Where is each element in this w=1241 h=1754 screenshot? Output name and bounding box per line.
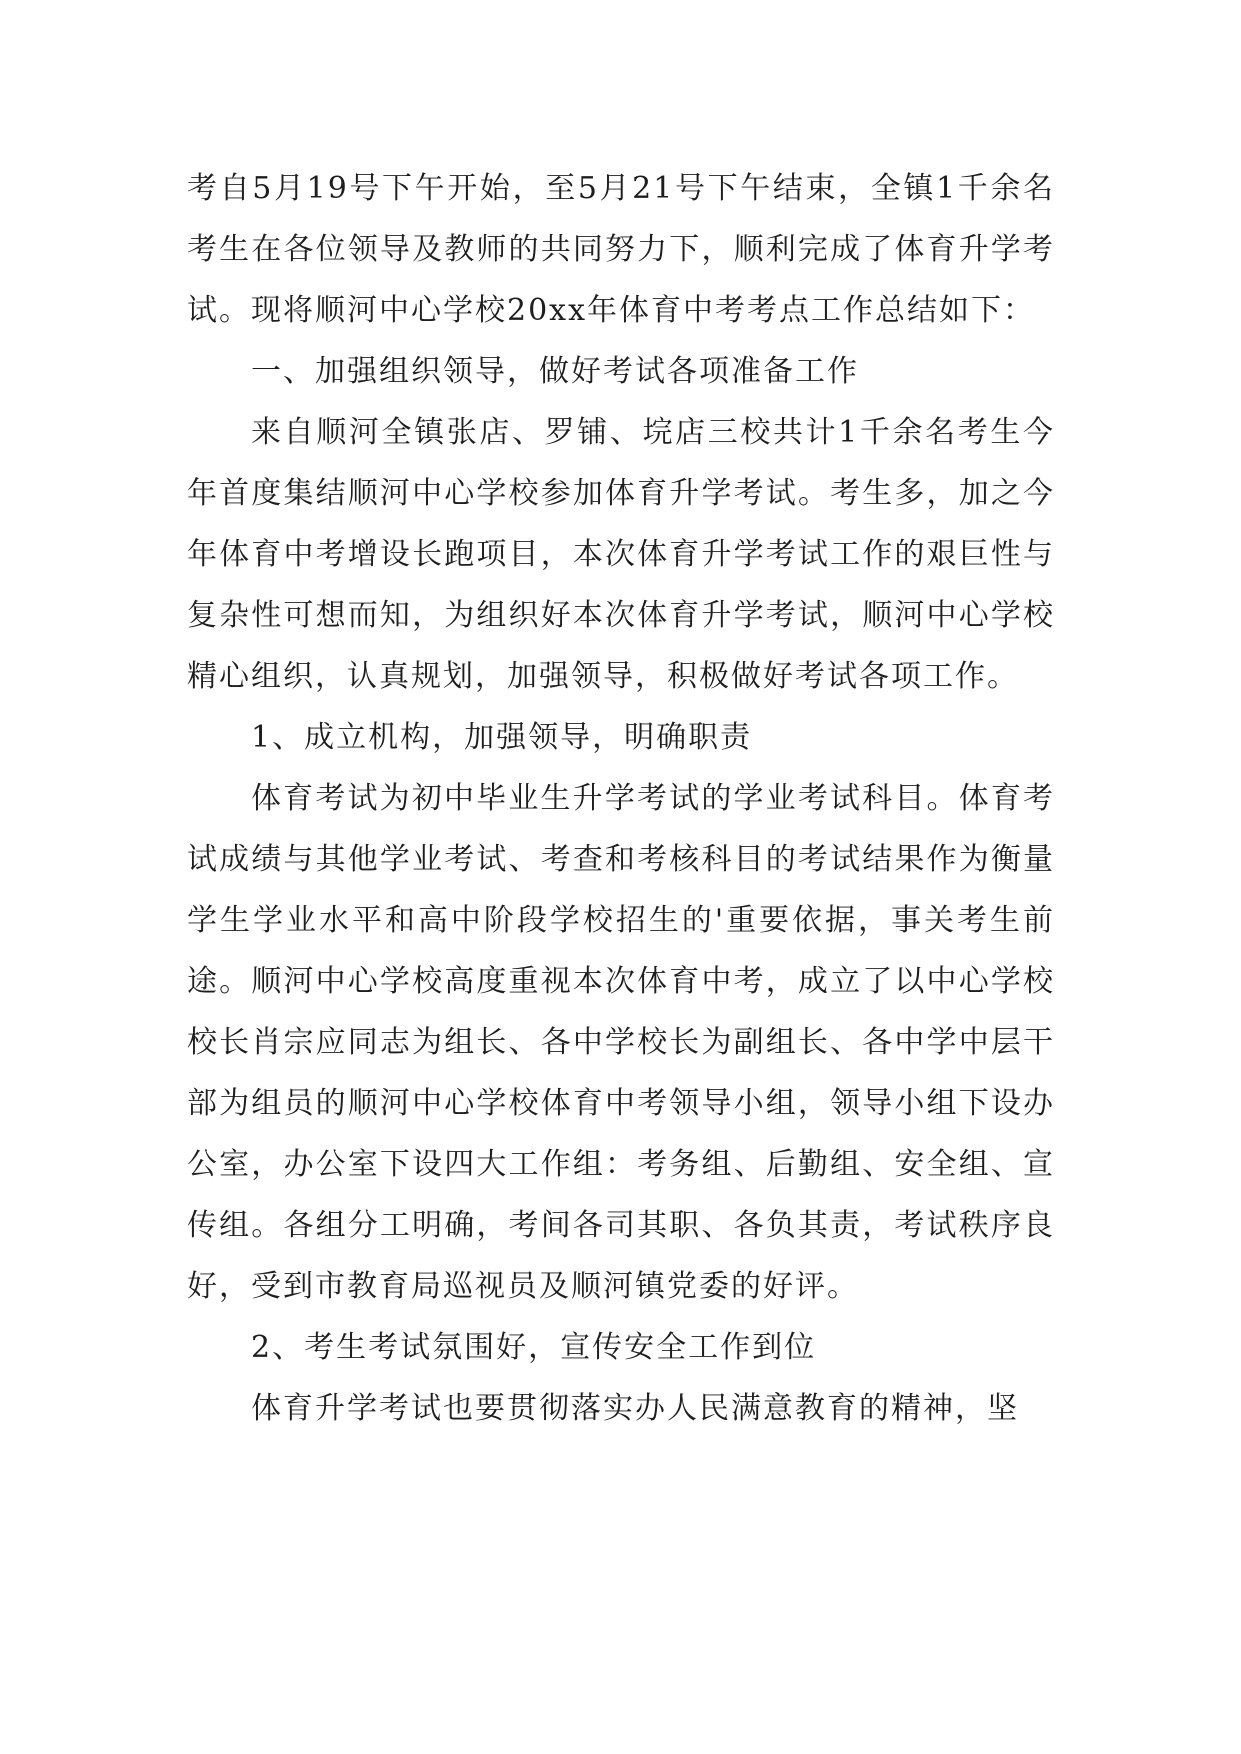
paragraph-section-1: 来自顺河全镇张店、罗铺、垸店三校共计1千余名考生今年首度集结顺河中心学校参加体育升学考试。考生多，加之今年体育中考增设长跑项目，本次体育升学考试工作的艰巨性与复杂性可想而知，为组织好本次体育升学考试，顺河中心学校精心组织，认真规划，加强领导，积极做好考试各项工作。	[187, 415, 1055, 694]
paragraph-intro: 考自5月19号下午开始，至5月21号下午结束，全镇1千余名考生在各位领导及教师的共同努力下，顺利完成了体育升学考试。现将顺河中心学校20xx年体育中考考点工作总结如下：	[187, 171, 1055, 328]
subsection-heading-1: 1、成立机构，加强领导，明确职责	[251, 720, 753, 755]
paragraph-subsection-1: 体育考试为初中毕业生升学考试的学业考试科目。体育考试成绩与其他学业考试、考查和考核科目的考试结果作为衡量学生学业水平和高中阶段学校招生的'重要依据，事关考生前途。顺河中心学校高度重视本次体育中考，成立了以中心学校校长肖宗应同志为组长、各中学校长为副组长、各中学中层干部为组员的顺河中心学校体育中考领导小组，领导小组下设办公室，办公室下设四大工作组：考务组、后勤组、安全组、宣传组。各组分工明确，考间各司其职、各负其责，考试秩序良好，受到市教育局巡视员及顺河镇党委的好评。	[187, 781, 1055, 1304]
paragraph-subsection-2: 体育升学考试也要贯彻落实办人民满意教育的精神，坚	[251, 1391, 1019, 1426]
section-heading-1: 一、加强组织领导，做好考试各项准备工作	[251, 354, 859, 389]
document-body	[187, 158, 1055, 1439]
subsection-heading-2: 2、考生考试氛围好，宣传安全工作到位	[251, 1330, 817, 1365]
